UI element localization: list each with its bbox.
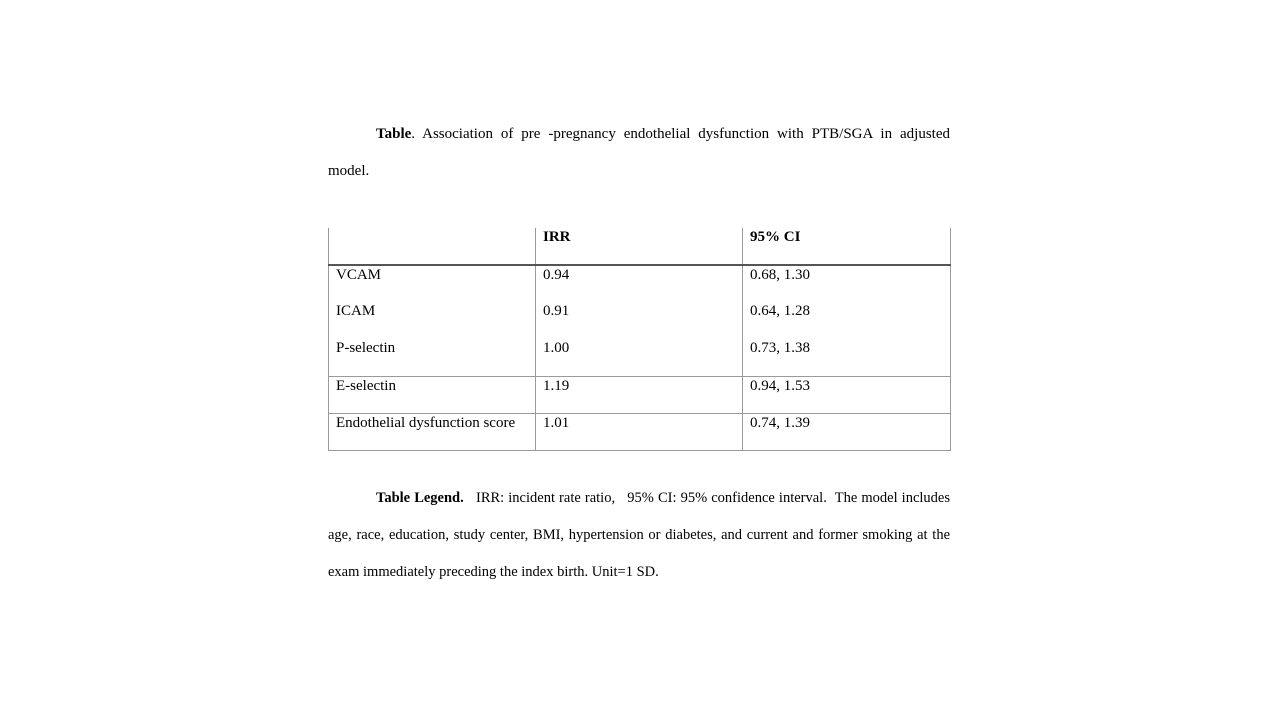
header-variable [329, 228, 536, 265]
row-label: P-selectin [329, 339, 536, 376]
ci-value: 0.68, 1.30 [743, 265, 951, 302]
ci-value: 0.73, 1.38 [743, 339, 951, 376]
table-row [329, 413, 951, 450]
row-label: VCAM [329, 265, 536, 302]
caption-label: Table [376, 126, 412, 142]
table-header-row [329, 228, 951, 265]
irr-value: 1.01 [536, 413, 743, 450]
table-row [329, 302, 951, 339]
table-row [329, 339, 951, 376]
caption-text: . Association of pre -pregnancy endothelial dysfunction with PTB/SGA in adjusted model. [328, 126, 950, 179]
irr-value: 1.19 [536, 376, 743, 413]
ci-value: 0.94, 1.53 [743, 376, 951, 413]
results-table [328, 228, 951, 451]
header-ci: 95% CI [743, 228, 951, 265]
table-caption [328, 116, 950, 190]
table-row [329, 376, 951, 413]
row-label: ICAM [329, 302, 536, 339]
row-label: Endothelial dysfunction score [329, 413, 536, 450]
irr-value: 0.94 [536, 265, 743, 302]
table-legend [328, 480, 954, 591]
irr-value: 1.00 [536, 339, 743, 376]
row-label: E-selectin [329, 376, 536, 413]
table-row [329, 265, 951, 302]
header-irr: IRR [536, 228, 743, 265]
ci-value: 0.64, 1.28 [743, 302, 951, 339]
legend-label: Table Legend. [376, 490, 464, 506]
legend-text: IRR: incident rate ratio, 95% CI: 95% confidence interval. The model includes age, race, education, study center, BMI, hypertension or diabetes, and current and former smoking at the exam immediately preceding the index birth. Unit=1 SD. [328, 490, 954, 580]
irr-value: 0.91 [536, 302, 743, 339]
ci-value: 0.74, 1.39 [743, 413, 951, 450]
